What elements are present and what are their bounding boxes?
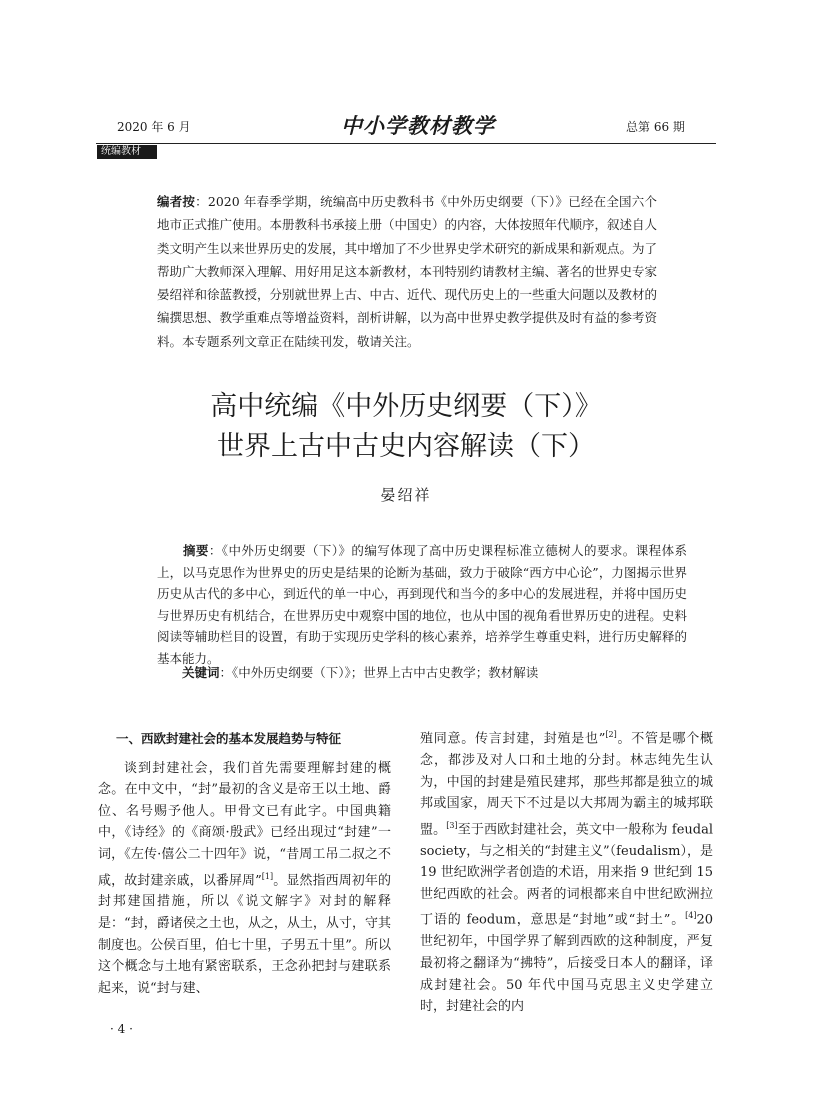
header-date: 2020 年 6 月 [117, 120, 191, 134]
abstract-text: ：《中外历史纲要（下）》的编写体现了高中历史课程标准立德树人的要求。课程体系上，以马克思作为世界史的历史是结果的论断为基础，致力于破除“西方中心论”，力图揭示世界历史从古代的多中心，到近代的单一中心，再到现代和当今的多中心的发展进程，并将中国历史与世界历史有机结合，在世界历史中观察中国的地位，也从中国的视角看世界历史的进程。史料阅读等辅助栏目的设置，有助于实现历史学科的核心素养，培养学生尊重史料，进行历史解释的基本能力。 [157, 543, 687, 666]
header-rule [96, 143, 716, 144]
keywords-lead: 关键词 [182, 665, 220, 680]
abstract [157, 540, 687, 670]
citation-ref: [3] [446, 820, 458, 830]
body-paragraph [98, 758, 391, 1000]
citation-ref: [1] [261, 871, 274, 881]
header-issue: 总第 66 期 [626, 120, 685, 134]
body-text: 殖同意。传言封建，封殖是也” [420, 731, 606, 747]
page-number: · 4 · [110, 1022, 133, 1036]
citation-ref: [4] [685, 911, 697, 921]
article-title-line2: 世界上古中古史内容解读（下） [217, 431, 595, 462]
body-text: 。不管是哪个概念，都涉及对人口和土地的分封。林志纯先生认为，中国的封建是殖民建邦，那些邦都是独立的城邦或国家，周天下不过是以大邦周为霸主的城邦联盟。 [420, 731, 713, 838]
keywords-text: ：《中外历史纲要（下）》；世界上古中古史教学；教材解读 [219, 665, 539, 680]
body-text: 20 世纪初年，中国学界了解到西欧的这种制度，严复最初将之翻译为“拂特”，后接受日本人的翻译，译成封建社会。50 年代中国马克思主义史学建立时，封建社会的内 [420, 912, 713, 1015]
journal-name: 中小学教材教学 [341, 113, 495, 138]
abstract-lead: 摘要 [183, 543, 209, 558]
body-text: 。显然指西周初年的封邦建国措施，所以《说文解字》对封的解释是：“封，爵诸侯之土也，从之，从土，从寸，守其制度也。公侯百里，伯七十里，子男五十里”。所以这个概念与土地有紧密联系，王念孙把封与建联系起来，说“封与建、 [98, 872, 391, 996]
citation-ref: [2] [605, 730, 617, 739]
author-name: 晏绍祥 [380, 486, 432, 504]
body-column-left [98, 728, 391, 999]
body-column-right [420, 724, 713, 1018]
body-text: 谈到封建社会，我们首先需要理解封建的概念。在中文中，“封”最初的含义是帝王以土地、爵位、名号赐予他人。甲骨文已有此字。中国典籍中，《诗经》的《商颂·殷武》已经出现过“封建”一词，《左传·僖公二十四年》说，“昔周工吊二叔之不咸，故封建亲戚，以番屏周” [98, 760, 391, 888]
section-heading: 一、西欧封建社会的基本发展趋势与特征 [116, 731, 342, 746]
editor-note-lead: 编者按 [157, 194, 196, 209]
body-text: 至于西欧封建社会，英文中一般称为 feudal society，与之相关的“封建主义”（feudalism），是 19 世纪欧洲学者创造的术语，用来指 9 世纪到 15 世纪西欧的社会。两者的词根都来自中世纪欧洲拉丁语的 feodum，意思是“封地”或“封土”。 [420, 822, 713, 928]
editor-note-text: ：2020 年春季学期，统编高中历史教科书《中外历史纲要（下）》已经在全国六个地市正式推广使用。本册教科书承接上册（中国史）的内容，大体按照年代顺序，叙述自人类文明产生以来世界历史的发展，其中增加了不少世界史学术研究的新成果和新观点。为了帮助广大教师深入理解、用好用足这本新教材，本刊特别约请教材主编、著名的世界史专家晏绍祥和徐蓝教授，分别就世界上古、中古、近代、现代历史上的一些重大问题以及教材的编撰思想、教学重难点等增益资料，剖析讲解，以为高中世界史教学提供及时有益的参考资料。本专题系列文章正在陆续刊发，敬请关注。 [157, 194, 658, 349]
editor-note [157, 190, 657, 353]
body-paragraph [420, 724, 713, 1018]
keywords [182, 662, 687, 684]
article-title-line1: 高中统编《中外历史纲要（下）》 [210, 391, 602, 422]
section-tag: 统编教材 [97, 145, 157, 159]
